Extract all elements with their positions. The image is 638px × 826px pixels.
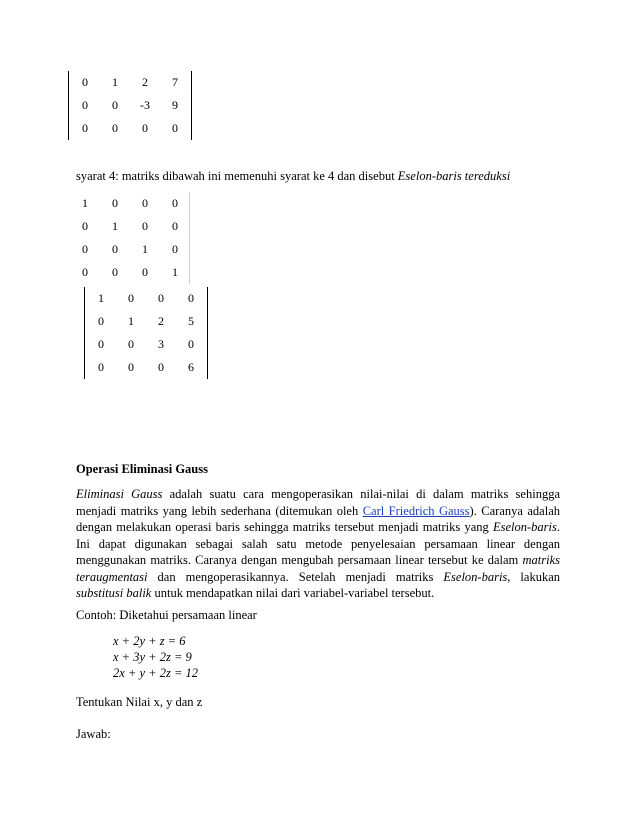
equation-text: 2x + y + 2z = 12 [113, 666, 199, 680]
matrix-row [70, 215, 190, 238]
matrix-row [86, 333, 206, 356]
term-substitusi-balik: substitusi balik [76, 586, 152, 600]
equation-text: x + 2y + z = 6 [113, 634, 186, 648]
matrix-cell: 9 [172, 98, 178, 112]
matrix-bracket-right [189, 192, 190, 284]
matrix-cell: 0 [158, 291, 164, 305]
equation-3 [113, 665, 198, 681]
matrix-table [86, 287, 206, 379]
matrix-cell: 6 [188, 360, 194, 374]
paragraph-text: ). Caranya adalah dengan melakukan operasi baris sehingga matriks tersebut menjadi matriks yang [76, 503, 561, 534]
tentukan-text: Tentukan Nilai x, y dan z [76, 695, 203, 709]
matrix-row [70, 261, 190, 284]
matrix-cell: 0 [172, 219, 178, 233]
matrix-cell: 1 [82, 196, 88, 210]
matrix-cell: 0 [112, 242, 118, 256]
matrix-cell: 0 [82, 242, 88, 256]
link-carl-friedrich-gauss[interactable]: Carl Friedrich Gauss [362, 503, 470, 518]
term-eliminasi-gauss: Eliminasi Gauss [76, 487, 163, 501]
matrix-identity [70, 192, 190, 284]
matrix-bracket-right [207, 287, 208, 379]
matrix-row [70, 94, 190, 117]
matrix-row [86, 310, 206, 333]
paragraph-text: . Ini dapat digunakan sebagai salah satu metode penyelesaian persamaan linear dengan menggunakan matriks. Caranya dengan mengubah persamaan linear tersebut ke dalam [76, 520, 560, 567]
matrix-cell: 0 [112, 196, 118, 210]
syarat-4-prefix: syarat 4: matriks dibawah ini memenuhi syarat ke 4 dan disebut [76, 169, 398, 183]
matrix-echelon-example [68, 71, 192, 140]
matrix-cell: 0 [98, 337, 104, 351]
matrix-cell: -3 [140, 98, 150, 112]
matrix-bracket-left [84, 287, 85, 379]
matrix-row [70, 192, 190, 215]
matrix-cell: 0 [128, 291, 134, 305]
contoh-text: Contoh: Diketahui persamaan linear [76, 608, 257, 622]
paragraph-text: adalah suatu cara mengoperasikan nilai-nilai di dalam matriks sehingga menjadi matriks yang lebih sederhana (ditemukan oleh [76, 487, 560, 518]
matrix-cell: 0 [82, 75, 88, 89]
matrix-cell: 0 [142, 265, 148, 279]
equation-2 [113, 649, 192, 665]
jawab-text: Jawab: [76, 727, 111, 741]
term-eselon-baris: Eselon-baris [492, 520, 557, 534]
matrix-upper-triangular [84, 287, 208, 379]
paragraph-text: , lakukan [507, 569, 561, 584]
equation-1 [113, 633, 186, 649]
matrix-cell: 1 [142, 242, 148, 256]
matrix-table [70, 192, 190, 284]
matrix-cell: 0 [112, 98, 118, 112]
matrix-cell: 0 [98, 360, 104, 374]
matrix-row [70, 71, 190, 94]
gauss-description-paragraph [76, 486, 560, 602]
matrix-cell: 1 [112, 75, 118, 89]
matrix-cell: 1 [98, 291, 104, 305]
matrix-row [70, 238, 190, 261]
matrix-cell: 0 [82, 219, 88, 233]
matrix-cell: 1 [128, 314, 134, 328]
matrix-cell: 5 [188, 314, 194, 328]
paragraph-text: dan mengoperasikannya. Setelah menjadi matriks [147, 569, 444, 584]
matrix-cell: 0 [82, 121, 88, 135]
syarat-4-text [76, 168, 510, 184]
matrix-cell: 1 [172, 265, 178, 279]
matrix-cell: 0 [142, 121, 148, 135]
syarat-4-term: Eselon-baris tereduksi [397, 169, 511, 183]
matrix-cell: 0 [112, 121, 118, 135]
matrix-cell: 0 [82, 265, 88, 279]
term-matriks-teraugmentasi: matriks teraugmentasi [76, 553, 560, 584]
matrix-cell: 3 [158, 337, 164, 351]
matrix-bracket-left [68, 71, 69, 140]
matrix-cell: 0 [188, 291, 194, 305]
matrix-cell: 0 [128, 337, 134, 351]
matrix-cell: 0 [112, 265, 118, 279]
matrix-cell: 0 [172, 196, 178, 210]
matrix-cell: 7 [172, 75, 178, 89]
matrix-cell: 0 [158, 360, 164, 374]
matrix-cell: 0 [98, 314, 104, 328]
matrix-cell: 1 [112, 219, 118, 233]
term-eselon-baris: Eselon-baris [443, 569, 508, 584]
equation-text: x + 3y + 2z = 9 [113, 650, 192, 664]
matrix-cell: 0 [142, 219, 148, 233]
matrix-row [86, 287, 206, 310]
matrix-cell: 0 [142, 196, 148, 210]
matrix-cell: 2 [158, 314, 164, 328]
matrix-bracket-right [191, 71, 192, 140]
matrix-cell: 0 [128, 360, 134, 374]
section-heading: Operasi Eliminasi Gauss [76, 462, 208, 476]
matrix-table [70, 71, 190, 140]
matrix-cell: 0 [172, 242, 178, 256]
matrix-cell: 0 [188, 337, 194, 351]
matrix-row [86, 356, 206, 379]
paragraph-text: untuk mendapatkan nilai dari variabel-variabel tersebut. [151, 586, 435, 600]
matrix-cell: 0 [172, 121, 178, 135]
matrix-cell: 0 [82, 98, 88, 112]
matrix-row [70, 117, 190, 140]
matrix-cell: 2 [142, 75, 148, 89]
